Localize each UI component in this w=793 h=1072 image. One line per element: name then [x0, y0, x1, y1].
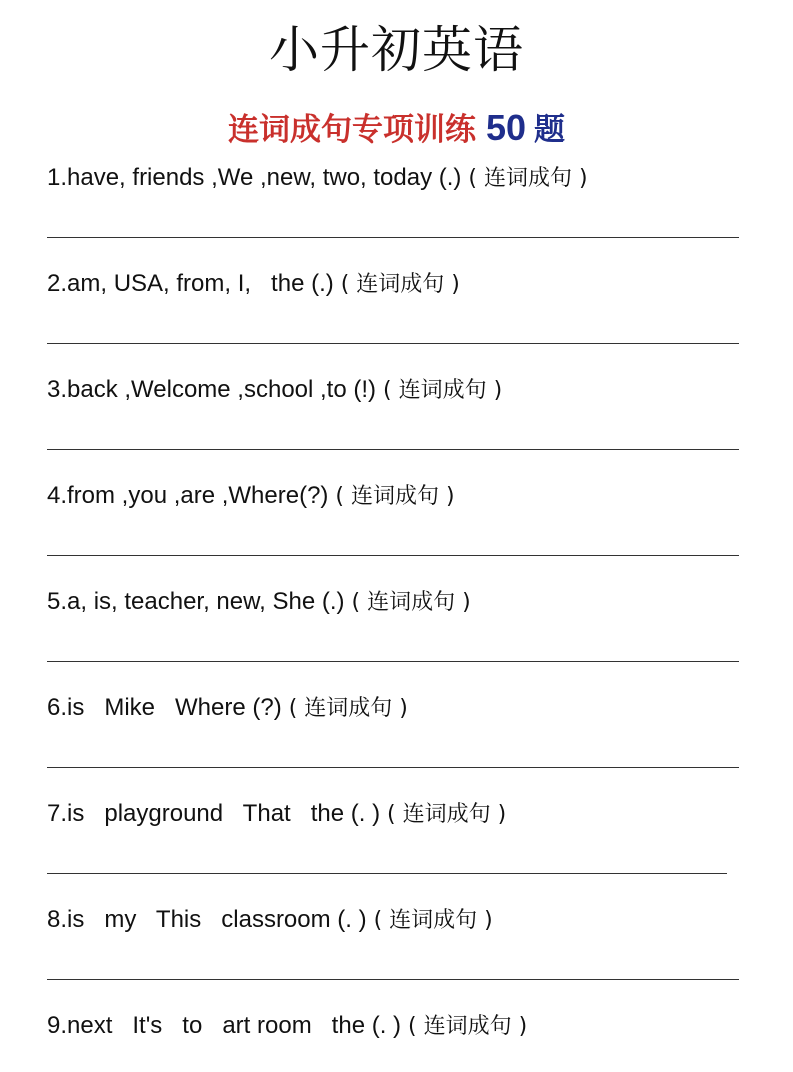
question-hint: ( 连词成句 )	[344, 590, 471, 615]
question-text: 9.next It's to art room the (. )	[47, 1012, 402, 1039]
question-text: 5.a, is, teacher, new, She (.)	[47, 588, 345, 615]
question-3	[47, 370, 502, 410]
question-hint: ( 连词成句 )	[281, 696, 408, 721]
question-4	[47, 476, 455, 516]
question-hint: ( 连词成句 )	[333, 272, 460, 297]
question-hint: ( 连词成句 )	[461, 166, 588, 191]
answer-line-2[interactable]	[47, 343, 739, 344]
subtitle-text: 连词成句专项训练	[227, 112, 476, 148]
question-hint: ( 连词成句 )	[401, 1014, 528, 1039]
question-hint: ( 连词成句 )	[376, 378, 503, 403]
answer-line-1[interactable]	[47, 237, 739, 238]
answer-line-7[interactable]	[47, 873, 727, 874]
question-text: 3.back ,Welcome ,school ,to (!)	[47, 376, 377, 403]
question-hint: ( 连词成句 )	[328, 484, 455, 509]
answer-line-5[interactable]	[47, 661, 739, 662]
question-2	[47, 264, 460, 304]
answer-line-8[interactable]	[47, 979, 739, 980]
subtitle-count: 50	[485, 107, 527, 148]
answer-line-3[interactable]	[47, 449, 739, 450]
question-6	[47, 688, 408, 728]
question-1	[47, 158, 588, 198]
page-subtitle	[0, 106, 793, 152]
question-text: 4.from ,you ,are ,Where(?)	[47, 482, 329, 509]
question-text: 1.have, friends ,We ,new, two, today (.)	[47, 164, 462, 191]
question-8	[47, 900, 493, 940]
page-title: 小升初英语	[269, 21, 524, 79]
question-text: 8.is my This classroom (. )	[47, 906, 367, 933]
answer-line-4[interactable]	[47, 555, 739, 556]
question-9	[47, 1006, 527, 1046]
question-hint: ( 连词成句 )	[366, 908, 493, 933]
answer-line-6[interactable]	[47, 767, 739, 768]
question-text: 7.is playground That the (. )	[47, 800, 381, 827]
question-hint: ( 连词成句 )	[380, 802, 507, 827]
subtitle-unit: 题	[534, 112, 566, 148]
question-7	[47, 794, 506, 834]
question-text: 6.is Mike Where (?)	[47, 694, 282, 721]
question-text: 2.am, USA, from, I, the (.)	[47, 270, 334, 297]
question-5	[47, 582, 471, 622]
